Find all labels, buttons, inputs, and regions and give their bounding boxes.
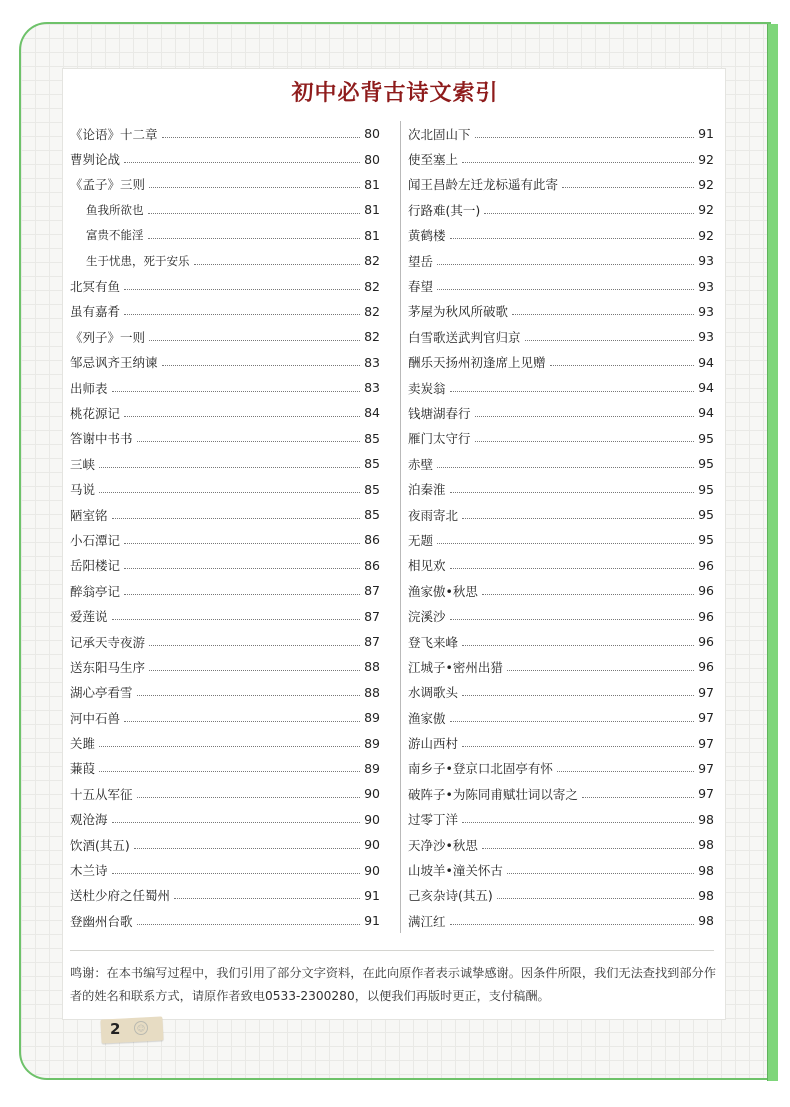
entry-title: 白雪歌送武判官归京 <box>408 329 521 345</box>
index-entry <box>70 603 380 628</box>
entry-page: 92 <box>698 202 714 218</box>
index-entry <box>70 223 380 248</box>
entry-page: 89 <box>364 735 380 751</box>
entry-title: 登幽州台歌 <box>70 913 133 929</box>
entry-title: 天净沙•秋思 <box>408 837 478 853</box>
entry-title: 《列子》一则 <box>70 329 146 345</box>
entry-title: 曹刿论战 <box>70 152 121 168</box>
index-entry <box>70 121 380 146</box>
entry-title: 己亥杂诗(其五) <box>408 888 493 904</box>
leader-dots <box>137 694 360 696</box>
leader-dots <box>462 161 694 163</box>
entry-page: 94 <box>698 354 714 370</box>
leader-dots <box>99 770 360 772</box>
index-entry <box>408 197 714 222</box>
entry-page: 90 <box>364 786 380 802</box>
entry-title: 爱莲说 <box>70 609 108 625</box>
entry-title: 破阵子•为陈同甫赋壮词以寄之 <box>408 786 578 802</box>
leader-dots <box>112 821 360 823</box>
index-entry <box>408 832 714 857</box>
entry-page: 85 <box>364 430 380 446</box>
entry-title: 行路难(其一) <box>408 202 481 218</box>
entry-title: 赤壁 <box>408 456 434 472</box>
index-entry <box>408 603 714 628</box>
entry-title: 出师表 <box>70 380 108 396</box>
index-entry <box>408 146 714 171</box>
entry-title: 酬乐天扬州初逢席上见赠 <box>408 355 546 371</box>
page-title: 初中必背古诗文索引 <box>291 81 499 106</box>
entry-title: 观沧海 <box>70 812 108 828</box>
index-entry <box>70 197 380 222</box>
leader-dots <box>112 618 360 620</box>
entry-page: 80 <box>364 126 380 142</box>
index-entry <box>408 248 714 273</box>
entry-title: 泊秦淮 <box>408 482 446 498</box>
entry-title: 山坡羊•潼关怀古 <box>408 863 503 879</box>
leader-dots <box>124 161 360 163</box>
entry-title: 夜雨寄北 <box>408 507 459 523</box>
index-entry <box>70 883 380 908</box>
entry-title: 答谢中书书 <box>70 431 133 447</box>
leader-dots <box>462 694 694 696</box>
leader-dots <box>557 770 694 772</box>
entry-title: 《孟子》三则 <box>70 177 146 193</box>
leader-dots <box>462 644 694 646</box>
index-entry <box>70 908 380 933</box>
entry-page: 80 <box>364 151 380 167</box>
entry-page: 98 <box>698 887 714 903</box>
entry-page: 81 <box>364 176 380 192</box>
acknowledgement-divider <box>70 950 714 951</box>
entry-page: 95 <box>698 481 714 497</box>
entry-title: 小石潭记 <box>70 532 121 548</box>
leader-dots <box>450 491 694 493</box>
entry-page: 87 <box>364 634 380 649</box>
entry-page: 94 <box>698 380 714 396</box>
entry-title: 北冥有鱼 <box>70 279 121 295</box>
leader-dots <box>124 593 360 595</box>
entry-page: 93 <box>698 253 714 269</box>
entry-page: 90 <box>364 862 380 878</box>
leader-dots <box>475 415 694 417</box>
index-entry <box>408 375 714 400</box>
entry-page: 87 <box>364 583 380 599</box>
index-column-left <box>70 121 380 934</box>
index-entry <box>70 400 380 425</box>
entry-page: 98 <box>698 837 714 853</box>
index-entry <box>70 654 380 679</box>
entry-page: 97 <box>698 760 714 776</box>
entry-page: 94 <box>698 405 714 421</box>
entry-page: 89 <box>364 760 380 776</box>
index-entry <box>70 781 380 806</box>
entry-page: 92 <box>698 176 714 192</box>
entry-page: 98 <box>698 811 714 827</box>
leader-dots <box>99 745 360 747</box>
entry-title: 茅屋为秋风所破歌 <box>408 304 509 320</box>
entry-page: 86 <box>364 532 380 548</box>
entry-title: 生于忧患，死于安乐 <box>86 253 190 268</box>
entry-title: 卖炭翁 <box>408 380 446 396</box>
leader-dots <box>148 237 361 239</box>
leader-dots <box>149 339 360 341</box>
index-entry <box>408 680 714 705</box>
leader-dots <box>124 288 360 290</box>
leader-dots <box>162 364 360 366</box>
entry-page: 85 <box>364 456 380 472</box>
entry-page: 95 <box>698 507 714 523</box>
entry-title: 江城子•密州出猎 <box>408 659 503 675</box>
entry-page: 97 <box>698 786 714 802</box>
index-entry <box>70 807 380 832</box>
leader-dots <box>134 847 360 849</box>
entry-title: 黄鹤楼 <box>408 228 446 244</box>
leader-dots <box>462 745 694 747</box>
entry-title: 水调歌头 <box>408 685 459 701</box>
entry-title: 饮酒(其五) <box>70 837 130 853</box>
index-entry <box>408 857 714 882</box>
entry-page: 88 <box>364 684 380 700</box>
index-entry <box>70 375 380 400</box>
leader-dots <box>162 136 360 138</box>
index-entry <box>408 223 714 248</box>
entry-title: 渔家傲 <box>408 710 446 726</box>
leader-dots <box>497 897 694 899</box>
entry-page: 93 <box>698 329 714 345</box>
entry-title: 游山西村 <box>408 736 459 752</box>
leader-dots <box>482 847 694 849</box>
index-entry <box>70 273 380 298</box>
leader-dots <box>112 390 360 392</box>
entry-title: 相见欢 <box>408 558 446 574</box>
index-entry <box>70 451 380 476</box>
leader-dots <box>124 415 360 417</box>
entry-title: 虽有嘉肴 <box>70 304 121 320</box>
entry-page: 83 <box>364 380 380 396</box>
leader-dots <box>112 517 360 519</box>
leader-dots <box>450 720 694 722</box>
leader-dots <box>437 263 694 265</box>
leader-dots <box>512 313 694 315</box>
entry-title: 浣溪沙 <box>408 609 446 625</box>
leader-dots <box>148 212 361 214</box>
leader-dots <box>99 466 360 468</box>
book-spine <box>767 24 778 1081</box>
entry-title: 送杜少府之任蜀州 <box>70 888 171 904</box>
entry-page: 97 <box>698 710 714 726</box>
index-entry <box>408 476 714 501</box>
smiley-icon: ☺ <box>134 1021 148 1035</box>
entry-page: 96 <box>698 608 714 624</box>
entry-title: 登飞来峰 <box>408 634 459 650</box>
leader-dots <box>582 796 694 798</box>
index-entry <box>408 324 714 349</box>
entry-page: 85 <box>364 481 380 497</box>
entry-page: 91 <box>364 887 380 903</box>
leader-dots <box>507 669 694 671</box>
index-entry <box>408 527 714 552</box>
leader-dots <box>124 313 360 315</box>
index-entry <box>408 654 714 679</box>
leader-dots <box>137 923 360 925</box>
entry-page: 96 <box>698 659 714 675</box>
entry-page: 96 <box>698 557 714 573</box>
entry-title: 渔家傲•秋思 <box>408 583 478 599</box>
index-entry <box>408 426 714 451</box>
leader-dots <box>450 618 694 620</box>
entry-page: 89 <box>364 710 380 726</box>
page-number: 2 <box>110 1020 121 1038</box>
leader-dots <box>507 872 694 874</box>
entry-page: 81 <box>364 227 380 243</box>
leader-dots <box>437 466 694 468</box>
entry-page: 82 <box>364 278 380 294</box>
index-entry <box>408 273 714 298</box>
leader-dots <box>194 263 361 265</box>
entry-title: 《论语》十二章 <box>70 126 158 142</box>
entry-page: 95 <box>698 532 714 548</box>
index-entry <box>70 299 380 324</box>
index-entry <box>408 781 714 806</box>
entry-page: 98 <box>698 913 714 929</box>
leader-dots <box>437 288 694 290</box>
entry-page: 93 <box>698 303 714 319</box>
entry-page: 90 <box>364 837 380 853</box>
entry-page: 92 <box>698 151 714 167</box>
index-entry <box>70 553 380 578</box>
entry-page: 81 <box>364 202 380 218</box>
entry-page: 82 <box>364 303 380 319</box>
entry-page: 84 <box>364 405 380 421</box>
index-entry <box>70 730 380 755</box>
leader-dots <box>450 923 694 925</box>
leader-dots <box>462 821 694 823</box>
index-entry <box>408 807 714 832</box>
entry-page: 87 <box>364 608 380 624</box>
index-entry <box>70 857 380 882</box>
index-entry <box>70 172 380 197</box>
leader-dots <box>137 440 360 442</box>
index-entry <box>70 502 380 527</box>
entry-title: 使至塞上 <box>408 152 459 168</box>
index-entry <box>408 121 714 146</box>
index-entry <box>408 400 714 425</box>
entry-page: 93 <box>698 278 714 294</box>
entry-title: 满江红 <box>408 913 446 929</box>
index-entry <box>408 172 714 197</box>
index-entry <box>70 578 380 603</box>
index-entry <box>70 629 380 654</box>
entry-page: 85 <box>364 507 380 523</box>
index-entry <box>408 705 714 730</box>
leader-dots <box>475 440 694 442</box>
entry-title: 记承天寺夜游 <box>70 634 146 650</box>
entry-title: 陋室铭 <box>70 507 108 523</box>
leader-dots <box>562 186 694 188</box>
index-entry <box>70 146 380 171</box>
leader-dots <box>525 339 694 341</box>
index-entry <box>70 248 380 273</box>
entry-title: 醉翁亭记 <box>70 583 121 599</box>
index-entry <box>408 578 714 603</box>
entry-title: 木兰诗 <box>70 863 108 879</box>
entry-title: 三峡 <box>70 456 96 472</box>
index-column-right <box>408 121 714 934</box>
index-entry <box>70 832 380 857</box>
entry-title: 过零丁洋 <box>408 812 459 828</box>
leader-dots <box>99 491 360 493</box>
entry-page: 92 <box>698 227 714 243</box>
entry-title: 关雎 <box>70 736 96 752</box>
entry-page: 98 <box>698 862 714 878</box>
leader-dots <box>112 872 360 874</box>
entry-page: 91 <box>364 913 380 929</box>
leader-dots <box>149 644 360 646</box>
entry-title: 岳阳楼记 <box>70 558 121 574</box>
leader-dots <box>124 567 360 569</box>
index-entry <box>408 553 714 578</box>
entry-title: 钱塘湖春行 <box>408 405 471 421</box>
index-entry <box>408 883 714 908</box>
entry-page: 97 <box>698 735 714 751</box>
index-entry <box>408 350 714 375</box>
entry-title: 雁门太守行 <box>408 431 471 447</box>
entry-page: 82 <box>364 253 380 269</box>
entry-page: 95 <box>698 430 714 446</box>
entry-page: 90 <box>364 811 380 827</box>
entry-page: 88 <box>364 659 380 675</box>
index-entry <box>70 350 380 375</box>
index-entry <box>408 629 714 654</box>
acknowledgement-text: 鸣谢：在本书编写过程中，我们引用了部分文字资料，在此向原作者表示诚挚感谢。因条件所限，我们无法查找到部分作者的姓名和联系方式，请原作者致电0533-2300280，以便我们再版时更正，支付稿酬。 <box>70 966 716 1003</box>
entry-title: 蒹葭 <box>70 761 96 777</box>
index-entry <box>408 730 714 755</box>
index-entry <box>70 527 380 552</box>
leader-dots <box>174 897 360 899</box>
entry-title: 湖心亭看雪 <box>70 685 133 701</box>
leader-dots <box>450 237 694 239</box>
leader-dots <box>124 720 360 722</box>
entry-title: 马说 <box>70 482 96 498</box>
leader-dots <box>149 669 360 671</box>
index-entry <box>70 756 380 781</box>
entry-page: 96 <box>698 583 714 599</box>
leader-dots <box>450 567 694 569</box>
entry-title: 邹忌讽齐王纳谏 <box>70 355 158 371</box>
entry-title: 无题 <box>408 532 434 548</box>
column-divider <box>400 121 401 933</box>
index-entry <box>70 705 380 730</box>
entry-title: 南乡子•登京口北固亭有怀 <box>408 761 553 777</box>
entry-title: 望岳 <box>408 253 434 269</box>
entry-title: 送东阳马生序 <box>70 659 146 675</box>
entry-title: 春望 <box>408 279 434 295</box>
index-entry <box>70 324 380 349</box>
entry-title: 河中石兽 <box>70 710 121 726</box>
index-entry <box>408 451 714 476</box>
leader-dots <box>437 542 694 544</box>
index-entry <box>70 476 380 501</box>
entry-page: 97 <box>698 684 714 700</box>
entry-title: 次北固山下 <box>408 126 471 142</box>
leader-dots <box>462 517 694 519</box>
index-entry <box>408 299 714 324</box>
entry-page: 96 <box>698 634 714 649</box>
index-entry <box>408 756 714 781</box>
leader-dots <box>484 212 694 214</box>
entry-page: 83 <box>364 354 380 370</box>
index-entry <box>70 426 380 451</box>
leader-dots <box>149 186 360 188</box>
entry-page: 91 <box>698 126 714 142</box>
leader-dots <box>482 593 694 595</box>
index-entry <box>70 680 380 705</box>
index-entry <box>408 908 714 933</box>
entry-title: 桃花源记 <box>70 405 121 421</box>
leader-dots <box>450 390 694 392</box>
entry-page: 82 <box>364 329 380 345</box>
entry-title: 十五从军征 <box>70 786 133 802</box>
leader-dots <box>475 136 694 138</box>
entry-page: 86 <box>364 557 380 573</box>
index-entry <box>408 502 714 527</box>
entry-page: 95 <box>698 456 714 472</box>
entry-title: 鱼我所欲也 <box>86 202 144 217</box>
leader-dots <box>124 542 360 544</box>
entry-title: 富贵不能淫 <box>86 228 144 243</box>
entry-title: 闻王昌龄左迁龙标遥有此寄 <box>408 177 559 193</box>
leader-dots <box>550 364 694 366</box>
leader-dots <box>137 796 360 798</box>
